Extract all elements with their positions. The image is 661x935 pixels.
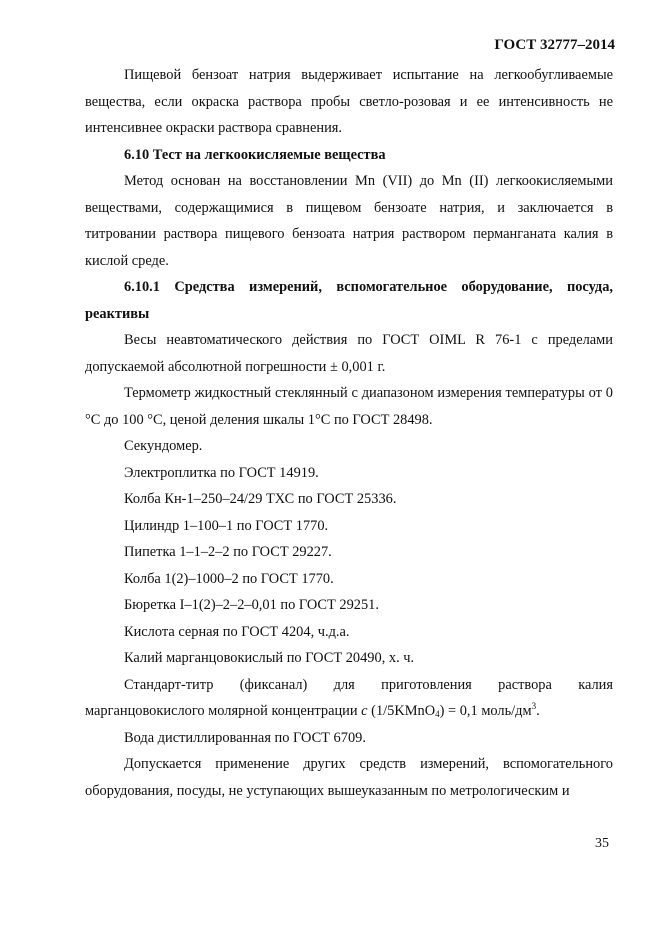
paragraph-standard-titr <box>85 672 613 725</box>
list-item: Бюретка I–1(2)–2–2–0,01 по ГОСТ 29251. <box>124 597 379 613</box>
list-item: Вода дистиллированная по ГОСТ 6709. <box>124 729 366 746</box>
page-number: 35 <box>595 836 609 851</box>
list-item: Колба 1(2)–1000–2 по ГОСТ 1770. <box>124 570 334 587</box>
text-span: ) = 0,1 моль/дм <box>439 703 532 719</box>
paragraph: Термометр жидкостный стеклянный с диапазоном измерения температуры от 0 °С до 100 °С, ценой деления шкалы 1°С по ГОСТ 28498. <box>85 385 613 428</box>
text-span: (1/5KMnO <box>367 703 436 719</box>
text-span: . <box>536 703 540 719</box>
subscript: 4 <box>435 709 440 719</box>
list-item: Пипетка 1–1–2–2 по ГОСТ 29227. <box>124 544 332 560</box>
section-heading: 6.10 Тест на легкоокисляемые вещества <box>124 146 386 163</box>
paragraph: Допускается применение других средств измерений, вспомогательного оборудования, посуды, не уступающих вышеуказанным по метрологическим и <box>85 756 613 799</box>
subsection-heading: 6.10.1 Средства измерений, вспомогательное оборудование, посуда, реактивы <box>85 279 613 322</box>
document-header-code: ГОСТ 32777–2014 <box>494 37 615 53</box>
text-span: Стандарт-титр (фиксанал) для приготовления раствора калия марганцовокислого молярной концентрации <box>85 676 613 719</box>
list-item: Кислота серная по ГОСТ 4204, ч.д.а. <box>124 623 350 640</box>
list-item: Секундомер. <box>124 438 203 454</box>
list-item: Калий марганцовокислый по ГОСТ 20490, х. ч. <box>124 650 415 666</box>
concentration-symbol: с <box>361 703 368 719</box>
list-item: Электроплитка по ГОСТ 14919. <box>124 464 319 481</box>
list-item: Цилиндр 1–100–1 по ГОСТ 1770. <box>124 517 329 534</box>
paragraph: Весы неавтоматического действия по ГОСТ OIML R 76-1 с пределами допускаемой абсолютной погрешности ± 0,001 г. <box>85 332 613 375</box>
superscript: 3 <box>531 701 537 711</box>
paragraph: Метод основан на восстановлении Mn (VII) до Mn (II) легкоокисляемыми веществами, содержащимися в пищевом бензоате натрия, и заключается в титровании раствора пищевого бензоата натрия раствором перманганата калия в кислой среде. <box>85 173 613 269</box>
list-item: Колба Кн-1–250–24/29 ТХС по ГОСТ 25336. <box>124 491 397 507</box>
paragraph: Пищевой бензоат натрия выдерживает испытание на легкообугливаемые вещества, если окраска раствора пробы светло-розовая и ее интенсивность не интенсивнее окраски раствора сравнения. <box>85 67 613 136</box>
document-body <box>85 62 613 804</box>
